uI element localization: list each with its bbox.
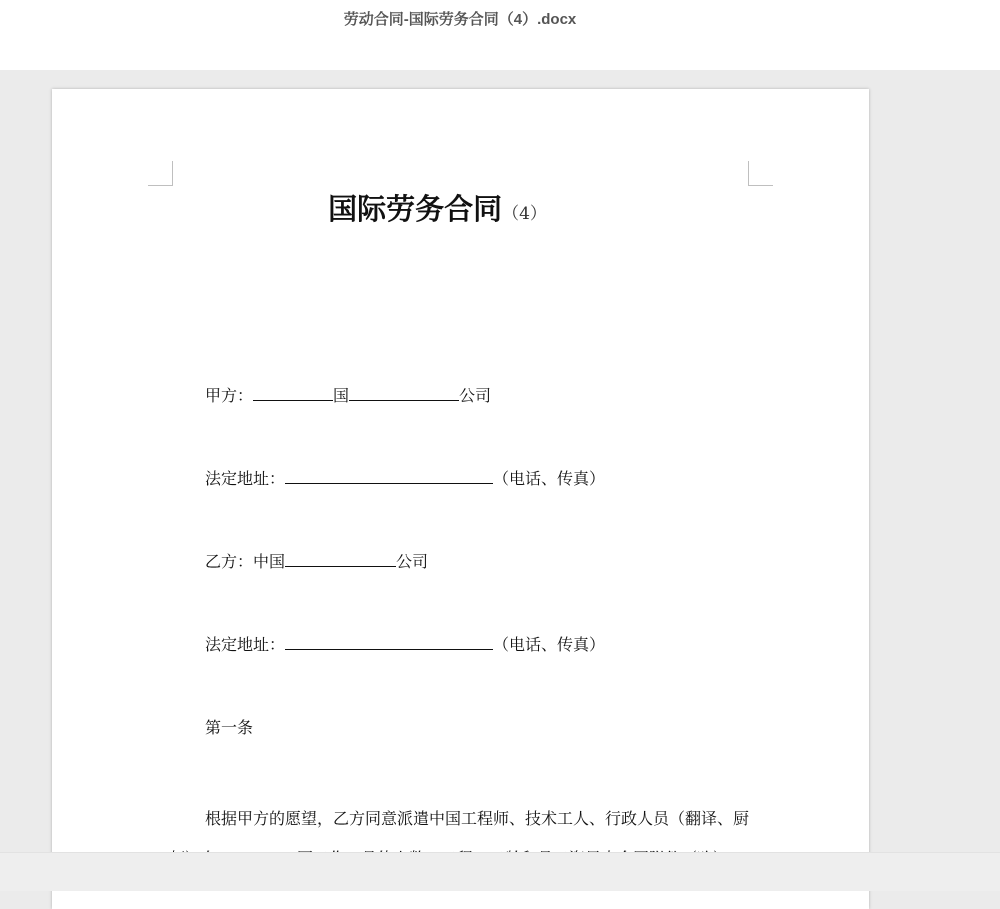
party-a-label: 甲方： [205, 386, 254, 405]
document-heading [52, 187, 823, 228]
party-a-line [205, 386, 491, 406]
address-label: 法定地址： [205, 635, 286, 654]
blank-underline [285, 552, 396, 567]
party-a-company-suffix: 公司 [459, 386, 492, 405]
document-viewer[interactable] [0, 70, 1000, 852]
title-bar [0, 0, 1000, 70]
party-b-label: 乙方：中国 [205, 552, 286, 571]
document-filename: 劳动合同-国际劳务合同（4）.docx [343, 11, 577, 28]
contact-note: （电话、传真） [493, 635, 606, 654]
blank-underline [285, 469, 493, 484]
party-a-address-line [205, 469, 605, 489]
document-page [52, 89, 869, 909]
margin-corner-mark-right [748, 161, 773, 186]
margin-corner-mark-left [148, 161, 173, 186]
address-label: 法定地址： [205, 469, 286, 488]
party-b-address-line [205, 635, 605, 655]
blank-underline [253, 386, 333, 401]
party-b-line [205, 552, 428, 572]
party-a-country-suffix: 国 [333, 386, 350, 405]
heading-title: 国际劳务合同 [328, 192, 503, 226]
article-one-body: 根据甲方的愿望，乙方同意派遣中国工程师、技术工人、行政人员（翻译、厨 [205, 809, 750, 828]
bottom-bar [0, 852, 1000, 891]
contact-note: （电话、传真） [493, 469, 606, 488]
blank-underline [349, 386, 459, 401]
article-one-heading: 第一条 [205, 718, 254, 737]
party-b-company-suffix: 公司 [396, 552, 429, 571]
blank-underline [285, 635, 493, 650]
heading-number: （4） [502, 204, 547, 224]
